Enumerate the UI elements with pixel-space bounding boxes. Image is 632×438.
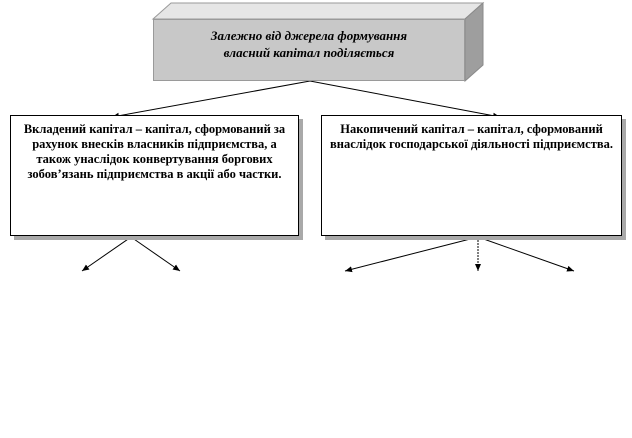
root-line-1: Залежно від джерела формування bbox=[210, 28, 408, 43]
connector-left-child-1 bbox=[82, 237, 131, 271]
connector-right-child-3 bbox=[478, 237, 574, 271]
invested-capital-node bbox=[10, 115, 299, 236]
connector-right-child-1 bbox=[345, 237, 478, 271]
connector-left-child-2 bbox=[131, 237, 180, 271]
accumulated-capital-node bbox=[321, 115, 622, 236]
root-node-text bbox=[153, 27, 465, 61]
invested-capital-text: Вкладений капітал – капітал, сформований за рахунок внесків власників підприємства, а також унаслідок конвертування боргових зобов’язань підприємства в акції або частки. bbox=[23, 122, 286, 181]
connector-root-right bbox=[310, 81, 500, 117]
root-line-2: власний капітал поділяється bbox=[223, 45, 395, 60]
connector-root-left bbox=[112, 81, 310, 117]
root-node bbox=[153, 19, 465, 81]
root-box-top-face bbox=[153, 3, 483, 19]
accumulated-capital-text: Накопичений капітал – капітал, сформований внаслідок господарської діяльності підприємства. bbox=[330, 122, 613, 151]
